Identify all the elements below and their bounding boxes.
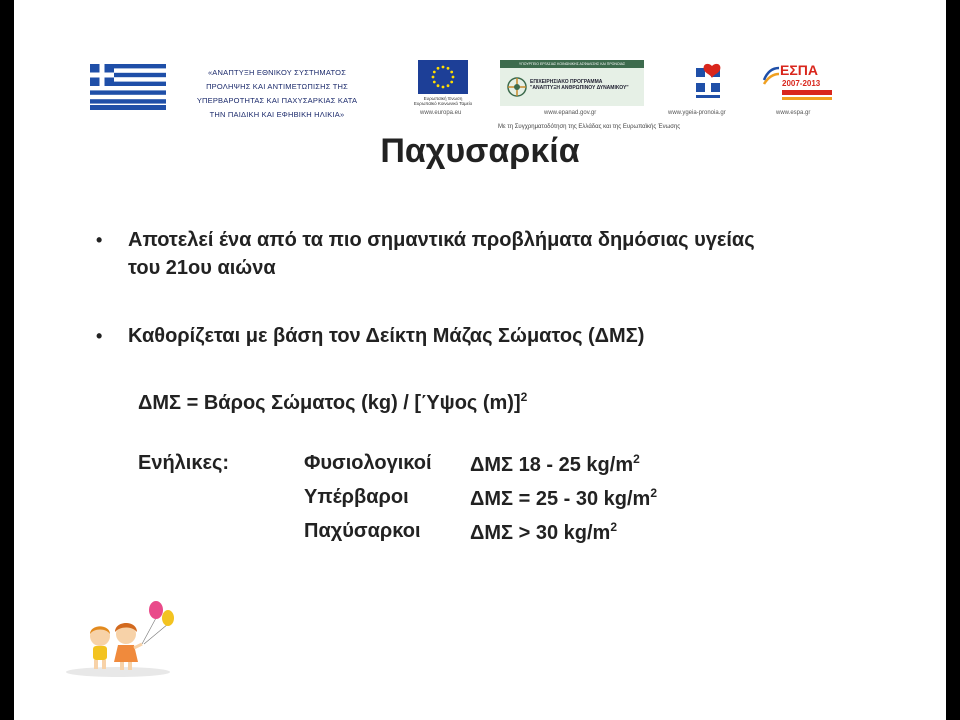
- bullet-marker: •: [96, 326, 103, 346]
- range-value: [470, 452, 640, 477]
- espa-bar: [782, 90, 832, 95]
- range-text: ΔΜΣ 18 - 25 kg/m: [470, 454, 634, 476]
- eu-url: www.europa.eu: [420, 110, 462, 116]
- cofunding-note: Με τη Συγχρηματοδότηση της Ελλάδας και της Ευρωπαϊκής Ένωσης: [498, 124, 681, 130]
- epanad-logo-body: [500, 68, 644, 106]
- bullet-text: Αποτελεί ένα από τα πιο σημαντικά προβλήματα δημόσιας υγείας: [128, 229, 755, 251]
- epanad-logo: [500, 60, 644, 106]
- program-line: «ΑΝΑΠΤΥΞΗ ΕΘΝΙΚΟΥ ΣΥΣΤΗΜΑΤΟΣ: [207, 68, 347, 77]
- range-text: ΔΜΣ = 25 - 30 kg/m: [470, 488, 651, 510]
- program-line: ΤΗΝ ΠΑΙΔΙΚΗ ΚΑΙ ΕΦΗΒΙΚΗ ΗΛΙΚΙΑ»: [209, 110, 345, 119]
- formula-exponent: 2: [520, 390, 528, 404]
- category-label: Παχύσαρκοι: [304, 520, 421, 542]
- health-ministry-logo: [690, 62, 726, 102]
- program-line: ΠΡΟΛΗΨΗΣ ΚΑΙ ΑΝΤΙΜΕΤΩΠΙΣΗΣ ΤΗΣ: [206, 82, 348, 91]
- eu-caption: Ευρωπαϊκή Ένωση Ευρωπαϊκό Κοινωνικό Ταμείο: [413, 96, 473, 106]
- slide-title: Παχυσαρκία: [380, 132, 580, 170]
- espa-bar-secondary: [782, 97, 832, 100]
- epanad-text: [530, 79, 642, 91]
- formula-text: ΔΜΣ = Βάρος Σώματος (kg) / [Ύψος (m)]: [138, 392, 521, 414]
- category-label: Φυσιολογικοί: [304, 452, 432, 474]
- epanad-ministry-bar: ΥΠΟΥΡΓΕΙΟ ΕΡΓΑΣΙΑΣ ΚΟΙΝΩΝΙΚΗΣ ΑΣΦΑΛΙΣΗΣ ΚΑΙ ΠΡΟΝΟΙΑΣ: [500, 60, 644, 68]
- espa-label: ΕΣΠΑ: [780, 62, 818, 78]
- slide: [14, 0, 946, 720]
- epanad-url: www.epanad.gov.gr: [544, 110, 597, 116]
- range-text: ΔΜΣ > 30 kg/m: [470, 522, 611, 544]
- eu-flag-logo: [418, 60, 468, 94]
- range-exponent: 2: [633, 452, 640, 466]
- kids-balloons-illustration: [58, 598, 188, 680]
- bmi-formula: [138, 390, 527, 415]
- bullet-marker: •: [96, 230, 103, 250]
- bullet-text: του 21ου αιώνα: [128, 257, 276, 279]
- program-title: [182, 66, 372, 122]
- category-label: Υπέρβαροι: [304, 486, 409, 508]
- greek-flag-logo: [90, 64, 166, 110]
- espa-swoosh-icon: [762, 64, 780, 86]
- program-line: ΥΠΕΡΒΑΡΟΤΗΤΑΣ ΚΑΙ ΠΑΧΥΣΑΡΚΙΑΣ ΚΑΤΑ: [196, 96, 358, 105]
- range-exponent: 2: [610, 520, 617, 534]
- epanad-emblem-icon: [506, 74, 528, 100]
- range-value: [470, 520, 617, 545]
- epanad-line: "ΑΝΑΠΤΥΞΗ ΑΝΘΡΩΠΙΝΟΥ ΔΥΝΑΜΙΚΟΥ": [530, 85, 629, 91]
- espa-url: www.espa.gr: [776, 110, 811, 116]
- range-exponent: 2: [650, 486, 658, 500]
- range-value: [470, 486, 657, 511]
- health-url: www.ygeia-pronoia.gr: [668, 110, 726, 116]
- bullet-text: Καθορίζεται με βάση τον Δείκτη Μάζας Σώματος (ΔΜΣ): [128, 325, 645, 347]
- group-label: Ενήλικες:: [138, 452, 230, 474]
- espa-logo: [762, 62, 832, 104]
- espa-years: 2007-2013: [782, 79, 821, 88]
- epanad-line: ΕΠΙΧΕΙΡΗΣΙΑΚΟ ΠΡΟΓΡΑΜΜΑ: [530, 79, 603, 85]
